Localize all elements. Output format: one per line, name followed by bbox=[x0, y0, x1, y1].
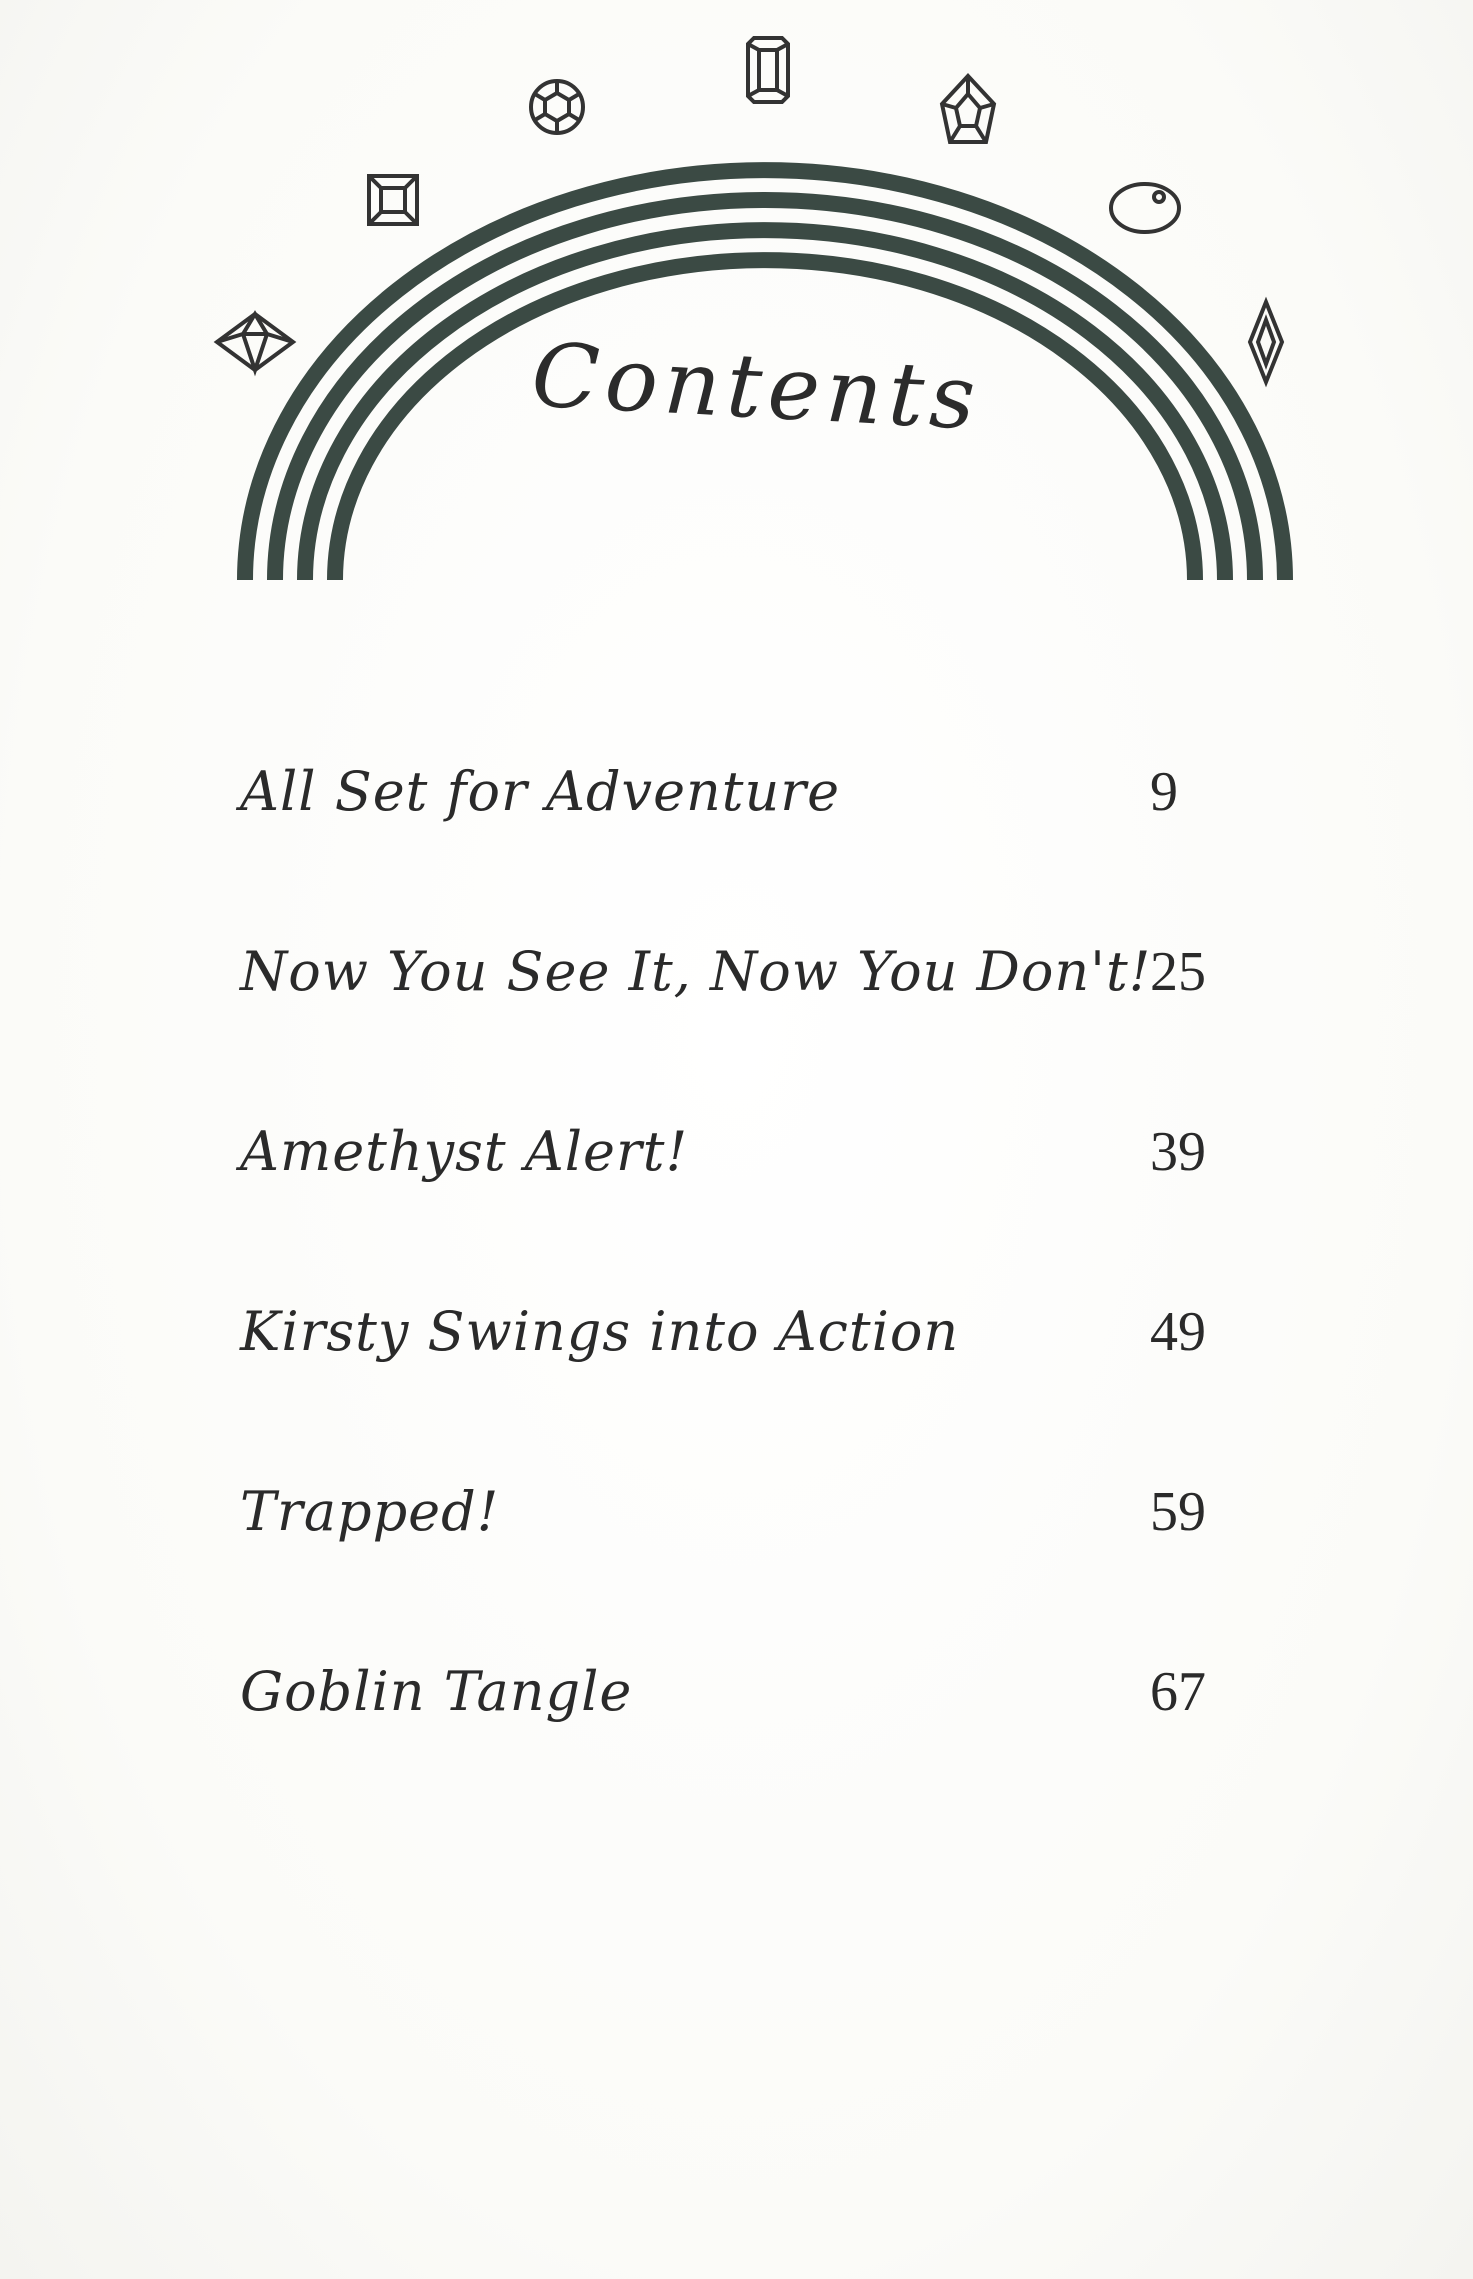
emerald-cut-gem-icon bbox=[748, 38, 788, 102]
toc-entry bbox=[240, 1660, 1240, 1840]
chapter-page-number: 49 bbox=[1150, 1301, 1206, 1363]
chapter-page-number: 25 bbox=[1150, 941, 1206, 1003]
table-of-contents bbox=[240, 760, 1240, 1840]
chapter-title: Now You See It, Now You Don't! bbox=[240, 940, 1152, 1003]
contents-heading: Contents bbox=[529, 323, 984, 450]
pentagon-gem-icon bbox=[942, 76, 994, 142]
oval-gem-icon bbox=[1111, 184, 1179, 232]
chapter-page-number: 9 bbox=[1150, 761, 1178, 823]
chapter-page-number: 39 bbox=[1150, 1121, 1206, 1183]
chapter-title: Kirsty Swings into Action bbox=[240, 1300, 960, 1363]
toc-entry bbox=[240, 940, 1240, 1120]
chapter-title: Amethyst Alert! bbox=[240, 1120, 689, 1183]
chapter-title: All Set for Adventure bbox=[240, 760, 841, 823]
chapter-title: Trapped! bbox=[240, 1480, 500, 1543]
round-cut-gem-icon bbox=[531, 81, 583, 133]
square-cut-gem-icon bbox=[369, 176, 417, 224]
toc-entry bbox=[240, 1120, 1240, 1300]
toc-entry bbox=[240, 760, 1240, 940]
toc-entry bbox=[240, 1300, 1240, 1480]
chapter-page-number: 59 bbox=[1150, 1481, 1206, 1543]
chapter-title: Goblin Tangle bbox=[240, 1660, 633, 1723]
toc-entry bbox=[240, 1480, 1240, 1660]
chapter-page-number: 67 bbox=[1150, 1661, 1206, 1723]
